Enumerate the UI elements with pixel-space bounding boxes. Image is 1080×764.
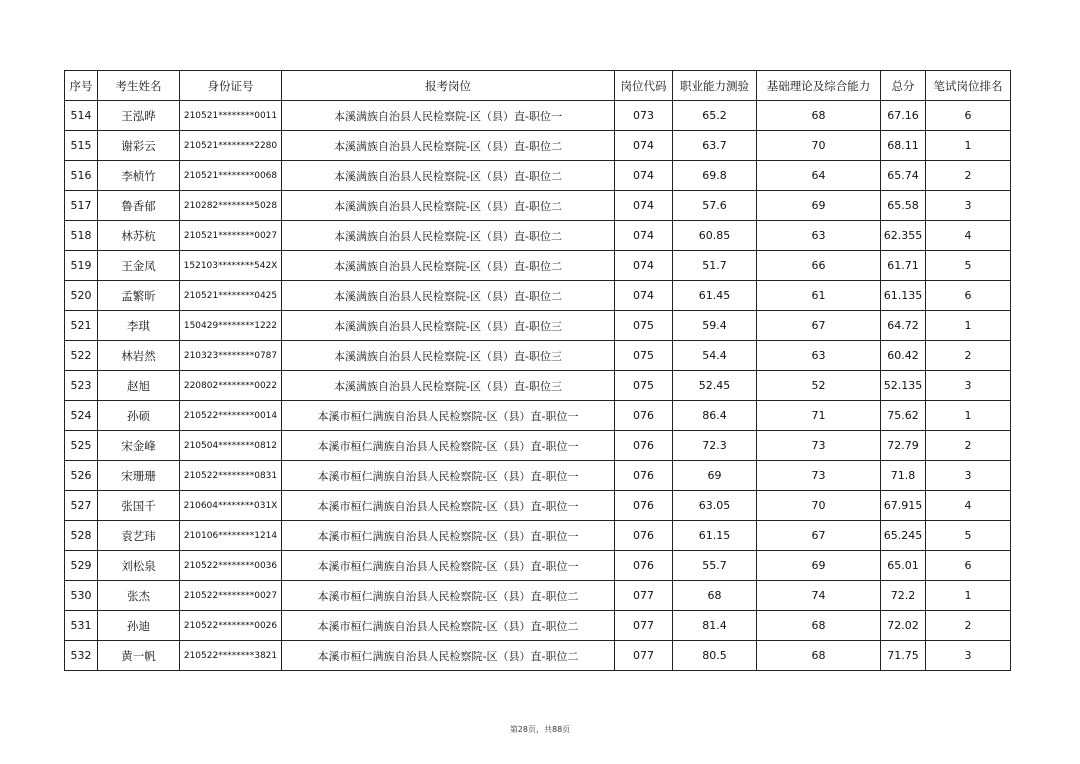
aptitude-score-cell: 61.15 (673, 521, 757, 551)
total-score-cell: 64.72 (881, 311, 926, 341)
aptitude-score-cell: 52.45 (673, 371, 757, 401)
header-name: 考生姓名 (98, 71, 180, 101)
position-code-cell: 074 (615, 251, 673, 281)
position-cell: 本溪满族自治县人民检察院-区（县）直-职位二 (282, 221, 615, 251)
header-aptitude-score: 职业能力测验 (673, 71, 757, 101)
total-score-cell: 71.75 (881, 641, 926, 671)
serial-cell: 526 (65, 461, 98, 491)
name-cell: 王泓晔 (98, 101, 180, 131)
total-score-cell: 65.74 (881, 161, 926, 191)
aptitude-score-cell: 63.05 (673, 491, 757, 521)
theory-score-cell: 68 (757, 611, 881, 641)
name-cell: 林岩然 (98, 341, 180, 371)
table-row (65, 371, 1011, 401)
rank-cell: 3 (926, 641, 1011, 671)
table-row (65, 431, 1011, 461)
results-table-container (64, 70, 1010, 671)
id-number-cell: 210521********0425 (180, 281, 282, 311)
id-number-cell: 210521********2280 (180, 131, 282, 161)
rank-cell: 6 (926, 101, 1011, 131)
header-serial: 序号 (65, 71, 98, 101)
rank-cell: 1 (926, 581, 1011, 611)
aptitude-score-cell: 80.5 (673, 641, 757, 671)
position-cell: 本溪满族自治县人民检察院-区（县）直-职位二 (282, 161, 615, 191)
header-theory-score: 基础理论及综合能力 (757, 71, 881, 101)
id-number-cell: 210106********1214 (180, 521, 282, 551)
table-row (65, 551, 1011, 581)
id-number-cell: 210522********0831 (180, 461, 282, 491)
header-row (65, 71, 1011, 101)
name-cell: 王金凤 (98, 251, 180, 281)
serial-cell: 527 (65, 491, 98, 521)
aptitude-score-cell: 63.7 (673, 131, 757, 161)
aptitude-score-cell: 69.8 (673, 161, 757, 191)
position-code-cell: 076 (615, 491, 673, 521)
position-code-cell: 075 (615, 371, 673, 401)
rank-cell: 4 (926, 491, 1011, 521)
theory-score-cell: 63 (757, 221, 881, 251)
rank-cell: 5 (926, 251, 1011, 281)
name-cell: 林苏杭 (98, 221, 180, 251)
total-score-cell: 61.135 (881, 281, 926, 311)
id-number-cell: 210521********0068 (180, 161, 282, 191)
serial-cell: 525 (65, 431, 98, 461)
serial-cell: 528 (65, 521, 98, 551)
total-score-cell: 68.11 (881, 131, 926, 161)
theory-score-cell: 69 (757, 551, 881, 581)
rank-cell: 6 (926, 281, 1011, 311)
position-code-cell: 076 (615, 431, 673, 461)
table-row (65, 101, 1011, 131)
rank-cell: 5 (926, 521, 1011, 551)
position-cell: 本溪满族自治县人民检察院-区（县）直-职位二 (282, 281, 615, 311)
id-number-cell: 210522********0026 (180, 611, 282, 641)
position-cell: 本溪满族自治县人民检察院-区（县）直-职位一 (282, 101, 615, 131)
position-code-cell: 076 (615, 401, 673, 431)
total-score-cell: 67.915 (881, 491, 926, 521)
name-cell: 李桢竹 (98, 161, 180, 191)
table-row (65, 641, 1011, 671)
header-position: 报考岗位 (282, 71, 615, 101)
theory-score-cell: 69 (757, 191, 881, 221)
table-row (65, 311, 1011, 341)
id-number-cell: 150429********1222 (180, 311, 282, 341)
position-code-cell: 076 (615, 461, 673, 491)
header-rank: 笔试岗位排名 (926, 71, 1011, 101)
total-score-cell: 72.2 (881, 581, 926, 611)
header-id-number: 身份证号 (180, 71, 282, 101)
theory-score-cell: 73 (757, 431, 881, 461)
total-score-cell: 72.02 (881, 611, 926, 641)
id-number-cell: 210282********5028 (180, 191, 282, 221)
name-cell: 谢彩云 (98, 131, 180, 161)
rank-cell: 2 (926, 431, 1011, 461)
theory-score-cell: 67 (757, 521, 881, 551)
position-code-cell: 076 (615, 551, 673, 581)
theory-score-cell: 63 (757, 341, 881, 371)
total-score-cell: 67.16 (881, 101, 926, 131)
aptitude-score-cell: 61.45 (673, 281, 757, 311)
position-cell: 本溪市桓仁满族自治县人民检察院-区（县）直-职位一 (282, 491, 615, 521)
position-code-cell: 074 (615, 221, 673, 251)
theory-score-cell: 71 (757, 401, 881, 431)
position-cell: 本溪市桓仁满族自治县人民检察院-区（县）直-职位二 (282, 611, 615, 641)
position-code-cell: 075 (615, 311, 673, 341)
total-score-cell: 65.245 (881, 521, 926, 551)
position-cell: 本溪满族自治县人民检察院-区（县）直-职位二 (282, 131, 615, 161)
table-row (65, 581, 1011, 611)
position-cell: 本溪满族自治县人民检察院-区（县）直-职位三 (282, 371, 615, 401)
header-total-score: 总分 (881, 71, 926, 101)
table-row (65, 191, 1011, 221)
serial-cell: 531 (65, 611, 98, 641)
serial-cell: 518 (65, 221, 98, 251)
rank-cell: 6 (926, 551, 1011, 581)
position-code-cell: 074 (615, 191, 673, 221)
position-cell: 本溪市桓仁满族自治县人民检察院-区（县）直-职位一 (282, 431, 615, 461)
header-position-code: 岗位代码 (615, 71, 673, 101)
table-row (65, 221, 1011, 251)
id-number-cell: 210522********0036 (180, 551, 282, 581)
table-row (65, 251, 1011, 281)
theory-score-cell: 74 (757, 581, 881, 611)
aptitude-score-cell: 55.7 (673, 551, 757, 581)
position-cell: 本溪满族自治县人民检察院-区（县）直-职位二 (282, 251, 615, 281)
position-cell: 本溪市桓仁满族自治县人民检察院-区（县）直-职位一 (282, 461, 615, 491)
id-number-cell: 210521********0011 (180, 101, 282, 131)
total-score-cell: 62.355 (881, 221, 926, 251)
id-number-cell: 210604********031X (180, 491, 282, 521)
aptitude-score-cell: 54.4 (673, 341, 757, 371)
id-number-cell: 210521********0027 (180, 221, 282, 251)
total-score-cell: 72.79 (881, 431, 926, 461)
position-code-cell: 074 (615, 131, 673, 161)
position-code-cell: 074 (615, 281, 673, 311)
table-row (65, 521, 1011, 551)
aptitude-score-cell: 81.4 (673, 611, 757, 641)
total-score-cell: 71.8 (881, 461, 926, 491)
rank-cell: 2 (926, 611, 1011, 641)
aptitude-score-cell: 60.85 (673, 221, 757, 251)
aptitude-score-cell: 86.4 (673, 401, 757, 431)
total-score-cell: 65.01 (881, 551, 926, 581)
total-score-cell: 65.58 (881, 191, 926, 221)
rank-cell: 3 (926, 461, 1011, 491)
theory-score-cell: 70 (757, 131, 881, 161)
table-row (65, 401, 1011, 431)
name-cell: 孙硕 (98, 401, 180, 431)
name-cell: 张杰 (98, 581, 180, 611)
theory-score-cell: 64 (757, 161, 881, 191)
serial-cell: 516 (65, 161, 98, 191)
position-cell: 本溪市桓仁满族自治县人民检察院-区（县）直-职位二 (282, 641, 615, 671)
name-cell: 孙迪 (98, 611, 180, 641)
name-cell: 李琪 (98, 311, 180, 341)
id-number-cell: 210323********0787 (180, 341, 282, 371)
table-row (65, 491, 1011, 521)
serial-cell: 522 (65, 341, 98, 371)
table-body (65, 101, 1011, 671)
serial-cell: 520 (65, 281, 98, 311)
id-number-cell: 210522********3821 (180, 641, 282, 671)
position-cell: 本溪满族自治县人民检察院-区（县）直-职位三 (282, 341, 615, 371)
theory-score-cell: 73 (757, 461, 881, 491)
table-row (65, 131, 1011, 161)
total-score-cell: 60.42 (881, 341, 926, 371)
name-cell: 黄一帆 (98, 641, 180, 671)
serial-cell: 514 (65, 101, 98, 131)
id-number-cell: 210522********0014 (180, 401, 282, 431)
position-cell: 本溪市桓仁满族自治县人民检察院-区（县）直-职位一 (282, 551, 615, 581)
id-number-cell: 152103********542X (180, 251, 282, 281)
position-code-cell: 077 (615, 611, 673, 641)
rank-cell: 1 (926, 311, 1011, 341)
position-cell: 本溪市桓仁满族自治县人民检察院-区（县）直-职位一 (282, 521, 615, 551)
serial-cell: 529 (65, 551, 98, 581)
rank-cell: 3 (926, 371, 1011, 401)
table-row (65, 341, 1011, 371)
id-number-cell: 210522********0027 (180, 581, 282, 611)
position-code-cell: 073 (615, 101, 673, 131)
name-cell: 袁艺玮 (98, 521, 180, 551)
position-code-cell: 077 (615, 581, 673, 611)
aptitude-score-cell: 57.6 (673, 191, 757, 221)
name-cell: 宋珊珊 (98, 461, 180, 491)
serial-cell: 515 (65, 131, 98, 161)
aptitude-score-cell: 69 (673, 461, 757, 491)
total-score-cell: 52.135 (881, 371, 926, 401)
aptitude-score-cell: 51.7 (673, 251, 757, 281)
rank-cell: 3 (926, 191, 1011, 221)
theory-score-cell: 70 (757, 491, 881, 521)
position-cell: 本溪市桓仁满族自治县人民检察院-区（县）直-职位一 (282, 401, 615, 431)
position-cell: 本溪市桓仁满族自治县人民检察院-区（县）直-职位二 (282, 581, 615, 611)
serial-cell: 524 (65, 401, 98, 431)
results-table (64, 70, 1011, 671)
table-row (65, 161, 1011, 191)
serial-cell: 532 (65, 641, 98, 671)
serial-cell: 523 (65, 371, 98, 401)
table-row (65, 461, 1011, 491)
name-cell: 赵旭 (98, 371, 180, 401)
name-cell: 张国千 (98, 491, 180, 521)
serial-cell: 521 (65, 311, 98, 341)
name-cell: 刘松泉 (98, 551, 180, 581)
serial-cell: 517 (65, 191, 98, 221)
name-cell: 孟繁昕 (98, 281, 180, 311)
id-number-cell: 210504********0812 (180, 431, 282, 461)
theory-score-cell: 52 (757, 371, 881, 401)
theory-score-cell: 67 (757, 311, 881, 341)
name-cell: 宋金峰 (98, 431, 180, 461)
position-cell: 本溪满族自治县人民检察院-区（县）直-职位三 (282, 311, 615, 341)
rank-cell: 1 (926, 131, 1011, 161)
position-code-cell: 076 (615, 521, 673, 551)
id-number-cell: 220802********0022 (180, 371, 282, 401)
aptitude-score-cell: 68 (673, 581, 757, 611)
table-row (65, 611, 1011, 641)
rank-cell: 2 (926, 161, 1011, 191)
aptitude-score-cell: 65.2 (673, 101, 757, 131)
total-score-cell: 75.62 (881, 401, 926, 431)
rank-cell: 1 (926, 401, 1011, 431)
theory-score-cell: 68 (757, 101, 881, 131)
aptitude-score-cell: 59.4 (673, 311, 757, 341)
serial-cell: 519 (65, 251, 98, 281)
total-score-cell: 61.71 (881, 251, 926, 281)
name-cell: 鲁香郁 (98, 191, 180, 221)
serial-cell: 530 (65, 581, 98, 611)
position-code-cell: 074 (615, 161, 673, 191)
theory-score-cell: 66 (757, 251, 881, 281)
aptitude-score-cell: 72.3 (673, 431, 757, 461)
theory-score-cell: 61 (757, 281, 881, 311)
table-row (65, 281, 1011, 311)
theory-score-cell: 68 (757, 641, 881, 671)
page-number: 第28页，共88页 (509, 725, 571, 734)
position-code-cell: 075 (615, 341, 673, 371)
position-code-cell: 077 (615, 641, 673, 671)
position-cell: 本溪满族自治县人民检察院-区（县）直-职位二 (282, 191, 615, 221)
rank-cell: 4 (926, 221, 1011, 251)
rank-cell: 2 (926, 341, 1011, 371)
